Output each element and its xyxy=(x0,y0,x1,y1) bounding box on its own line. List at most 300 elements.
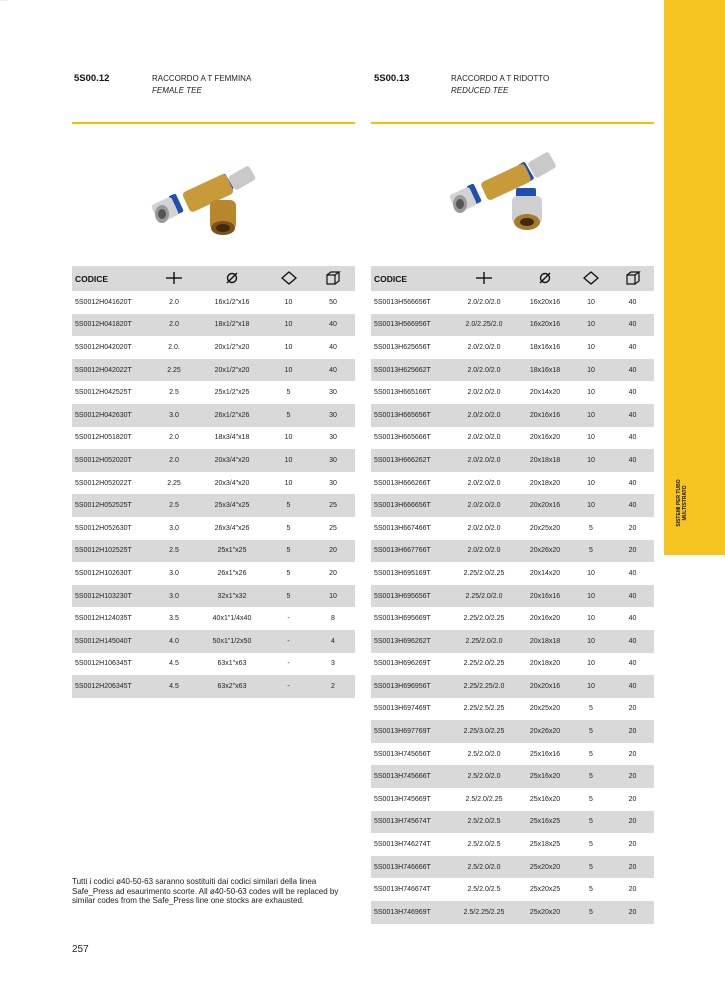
cell-box: 40 xyxy=(628,660,637,668)
cell-thickness: 2.5/2.0/2.0 xyxy=(449,856,519,879)
cell-box: 20 xyxy=(628,841,637,849)
female-tee-photo xyxy=(150,160,270,240)
cell-box: 40 xyxy=(628,615,637,623)
cell-package: 5 xyxy=(266,404,311,427)
cell-code: 5S0012H103230T xyxy=(72,585,150,608)
cell-thickness: 2.25/2.0/2.0 xyxy=(449,630,519,653)
table-header-row xyxy=(72,266,355,291)
cell-box: 20 xyxy=(611,540,654,563)
cell-dimensions: 20x16x20 xyxy=(529,615,561,623)
cell-dimensions: 20x20x16 xyxy=(519,494,571,517)
cell-box: 40 xyxy=(628,479,637,487)
cell-dimensions: 20x18x20 xyxy=(529,660,561,668)
cell-box: 40 xyxy=(311,359,355,382)
cell-thickness: 2.0/2.0/2.0 xyxy=(449,540,519,563)
cell-thickness: 2.5/2.25/2.25 xyxy=(449,901,519,924)
cell-package: 10 xyxy=(587,298,595,306)
cell-package: 10 xyxy=(571,585,611,608)
cell-package: 5 xyxy=(589,750,593,758)
cell-code: 5S0012H106345T xyxy=(75,660,132,668)
cell-dimensions: 25x16x16 xyxy=(529,750,561,758)
diameter-icon xyxy=(538,271,552,285)
side-tab-label xyxy=(668,475,696,535)
cell-thickness: 2.0 xyxy=(169,298,179,306)
cell-package: 10 xyxy=(571,630,611,653)
cell-dimensions: 16x1/2"x16 xyxy=(214,298,250,306)
table-row xyxy=(371,494,654,517)
cell-code: 5S0012H042022T xyxy=(72,359,150,382)
cell-code: 5S0012H042525T xyxy=(75,389,132,397)
table-row xyxy=(72,449,355,472)
cell-package: 10 xyxy=(587,389,595,397)
table-row xyxy=(371,856,654,879)
cell-thickness: 2.25 xyxy=(167,479,181,487)
cell-code: 5S0013H625656T xyxy=(374,343,431,351)
cell-code: 5S0013H666266T xyxy=(374,479,431,487)
cell-code: 5S0013H665166T xyxy=(374,389,431,397)
cell-dimensions: 25x16x25 xyxy=(519,811,571,834)
cell-package: 10 xyxy=(587,615,595,623)
cell-thickness: 2.0/2.0/2.0 xyxy=(449,359,519,382)
cell-box: 20 xyxy=(628,886,637,894)
cell-dimensions: 25x20x25 xyxy=(529,886,561,894)
cell-thickness: 2.0/2.0/2.0 xyxy=(467,343,501,351)
cell-package: 10 xyxy=(587,479,595,487)
cell-package: - xyxy=(287,660,290,668)
cell-dimensions: 20x14x20 xyxy=(529,389,561,397)
cell-dimensions: 63x1"x63 xyxy=(217,660,247,668)
table-row xyxy=(371,540,654,563)
cell-thickness: 2.5 xyxy=(169,389,179,397)
cell-dimensions: 16x20x16 xyxy=(519,314,571,337)
cell-code: 5S0013H696269T xyxy=(374,660,431,668)
table-row xyxy=(371,472,654,495)
left-title-en: FEMALE TEE xyxy=(152,86,202,95)
cell-package: 5 xyxy=(589,841,593,849)
cell-thickness: 4.0 xyxy=(150,630,198,653)
cell-box: 30 xyxy=(311,449,355,472)
cell-code: 5S0013H665666T xyxy=(374,434,431,442)
table-row xyxy=(72,585,355,608)
cell-thickness: 2.5/2.0/2.25 xyxy=(465,795,503,803)
cell-code: 5S0013H696262T xyxy=(371,630,449,653)
cell-code: 5S0012H102525T xyxy=(72,540,150,563)
cell-code: 5S0013H745669T xyxy=(374,795,431,803)
cell-package: 10 xyxy=(284,298,293,306)
table-row xyxy=(371,675,654,698)
header-package xyxy=(571,266,611,291)
cell-dimensions: 18x16x18 xyxy=(519,359,571,382)
cell-box: 40 xyxy=(611,404,654,427)
table-row xyxy=(72,336,355,359)
cell-thickness: 4.5 xyxy=(150,675,198,698)
cell-thickness: 3.0 xyxy=(150,585,198,608)
cell-package: 10 xyxy=(266,314,311,337)
table-row xyxy=(371,788,654,811)
cell-package: 10 xyxy=(571,449,611,472)
table-row xyxy=(72,359,355,382)
cell-box: 30 xyxy=(329,389,337,397)
cell-code: 5S0013H695169T xyxy=(374,569,431,577)
cell-box: 30 xyxy=(311,404,355,427)
cell-code: 5S0013H566656T xyxy=(374,298,431,306)
cell-thickness: 2.5 xyxy=(150,540,198,563)
cell-code: 5S0013H666656T xyxy=(371,494,449,517)
page-number: 257 xyxy=(72,944,89,955)
cell-code: 5S0012H051820T xyxy=(75,434,132,442)
table-row xyxy=(371,878,654,901)
cell-box: 25 xyxy=(329,524,337,532)
cell-thickness: 2.0 xyxy=(150,314,198,337)
right-section-code: 5S00.13 xyxy=(374,73,410,84)
table-row xyxy=(371,291,654,314)
table-row xyxy=(371,720,654,743)
cell-package: 10 xyxy=(571,494,611,517)
cell-dimensions: 20x18x18 xyxy=(519,630,571,653)
cell-dimensions: 20x16x16 xyxy=(519,404,571,427)
header-package xyxy=(266,266,311,291)
table-row xyxy=(371,517,654,540)
cell-dimensions: 20x20x16 xyxy=(519,675,571,698)
table-row xyxy=(72,517,355,540)
cell-thickness: 2.0/2.0/2.0 xyxy=(467,298,501,306)
table-row xyxy=(371,427,654,450)
right-title-en: REDUCED TEE xyxy=(451,86,509,95)
cell-dimensions: 20x14x20 xyxy=(529,569,561,577)
cell-code: 5S0013H745674T xyxy=(371,811,449,834)
cell-thickness: 3.0 xyxy=(169,524,179,532)
cell-box: 20 xyxy=(329,569,337,577)
header-box xyxy=(311,266,355,291)
cell-dimensions: 20x25x20 xyxy=(529,524,561,532)
cell-package: 5 xyxy=(571,720,611,743)
diamond-icon xyxy=(281,271,297,285)
cell-box: 20 xyxy=(628,750,637,758)
cell-box: 40 xyxy=(628,298,637,306)
cell-thickness: 2.5 xyxy=(150,494,198,517)
cell-box: 2 xyxy=(311,675,355,698)
cell-dimensions: 20x3/4"x20 xyxy=(214,479,250,487)
cell-package: 10 xyxy=(284,434,293,442)
table-row xyxy=(371,314,654,337)
cell-code: 5S0012H041820T xyxy=(72,314,150,337)
cell-thickness: 2.5/2.0/2.5 xyxy=(449,811,519,834)
cell-package: 10 xyxy=(571,404,611,427)
reduced-tee-photo xyxy=(450,152,570,232)
cell-code: 5S0013H667766T xyxy=(371,540,449,563)
cell-thickness: 2.0 xyxy=(169,434,179,442)
cell-package: 10 xyxy=(284,343,293,351)
cell-code: 5S0012H206345T xyxy=(72,675,150,698)
cell-dimensions: 26x3/4"x26 xyxy=(214,524,250,532)
cross-icon xyxy=(475,271,493,285)
cell-code: 5S0012H124035T xyxy=(75,615,132,623)
cell-code: 5S0012H042630T xyxy=(72,404,150,427)
cell-package: 5 xyxy=(286,389,291,397)
diamond-icon xyxy=(583,271,599,285)
table-row xyxy=(72,630,355,653)
cell-box: 25 xyxy=(311,494,355,517)
cell-box: 20 xyxy=(628,795,637,803)
cell-code: 5S0013H745666T xyxy=(371,765,449,788)
header-thickness xyxy=(449,266,519,291)
cell-code: 5S0013H696956T xyxy=(371,675,449,698)
header-codice: CODICE xyxy=(371,266,449,291)
cell-package: 10 xyxy=(587,343,595,351)
cell-box: 30 xyxy=(329,479,337,487)
table-row xyxy=(371,607,654,630)
table-row xyxy=(72,653,355,676)
left-section-code: 5S00.12 xyxy=(74,73,110,84)
table-row xyxy=(371,833,654,856)
right-title-it: RACCORDO A T RIDOTTO xyxy=(451,74,550,83)
cell-thickness: 2.25/2.25/2.0 xyxy=(449,675,519,698)
table-row xyxy=(72,562,355,585)
header-box xyxy=(611,266,654,291)
header-thickness xyxy=(150,266,198,291)
cell-code: 5S0012H102630T xyxy=(75,569,132,577)
table-row xyxy=(72,675,355,698)
cell-package: - xyxy=(287,615,290,623)
cell-package: 5 xyxy=(286,569,291,577)
table-row xyxy=(72,540,355,563)
cell-dimensions: 25x18x25 xyxy=(529,841,561,849)
cell-thickness: 2.25/2.0/2.25 xyxy=(463,569,505,577)
cell-thickness: 2.0/2.0/2.0 xyxy=(449,404,519,427)
table-row xyxy=(72,427,355,450)
cell-dimensions: 20x1/2"x20 xyxy=(214,343,250,351)
cell-thickness: 2.0 xyxy=(150,449,198,472)
table-row xyxy=(371,630,654,653)
cell-code: 5S0012H041620T xyxy=(75,298,132,306)
cross-icon xyxy=(165,271,183,285)
cell-thickness: 2.25/2.0/2.0 xyxy=(449,585,519,608)
cell-box: 40 xyxy=(611,630,654,653)
cell-dimensions: 50x1"1/2x50 xyxy=(198,630,266,653)
table-row xyxy=(371,653,654,676)
table-row xyxy=(371,359,654,382)
stock-note: Tutti i codici ø40-50-63 saranno sostituiti dai codici similari della linea Safe_Press ad esaurimento scorte. All ø40-50-63 codes will be replaced by similar codes from the Safe_Press line one stocks are exhausted. xyxy=(72,877,339,905)
cell-package: 5 xyxy=(571,856,611,879)
cell-code: 5S0013H746969T xyxy=(371,901,449,924)
box-icon xyxy=(625,271,641,285)
left-spec-table xyxy=(72,266,355,698)
cell-box: 40 xyxy=(611,314,654,337)
cell-code: 5S0012H052022T xyxy=(75,479,132,487)
cell-dimensions: 18x1/2"x18 xyxy=(198,314,266,337)
cell-dimensions: 25x16x20 xyxy=(529,795,561,803)
cell-code: 5S0013H746674T xyxy=(374,886,431,894)
side-tab xyxy=(664,0,725,555)
cell-thickness: 2.5/2.0/2.0 xyxy=(467,750,501,758)
cell-dimensions: 20x26x20 xyxy=(519,720,571,743)
cell-dimensions: 25x16x20 xyxy=(519,765,571,788)
side-tab-text: SISTEMI PER TUBO MULTISTRATO xyxy=(676,479,688,527)
cell-box: 20 xyxy=(611,765,654,788)
table-row xyxy=(72,472,355,495)
cell-package: 5 xyxy=(589,524,593,532)
cell-box: 20 xyxy=(611,811,654,834)
cell-code: 5S0013H667466T xyxy=(374,524,431,532)
cell-code: 5S0013H697469T xyxy=(374,705,431,713)
cell-thickness: 2.25 xyxy=(150,359,198,382)
cell-thickness: 3.0 xyxy=(169,569,179,577)
cell-package: 10 xyxy=(571,359,611,382)
table-row xyxy=(72,314,355,337)
cell-thickness: 2.0/2.0/2.0 xyxy=(467,479,501,487)
cell-code: 5S0013H746274T xyxy=(374,841,431,849)
cell-code: 5S0012H052525T xyxy=(72,494,150,517)
cell-box: 40 xyxy=(329,343,337,351)
cell-package: 10 xyxy=(284,479,293,487)
right-section-title xyxy=(451,73,549,97)
cell-dimensions: 40x1"1/4x40 xyxy=(212,615,252,623)
header-codice: CODICE xyxy=(72,266,150,291)
cell-box: 40 xyxy=(628,569,637,577)
cell-thickness: 2.25/3.0/2.25 xyxy=(449,720,519,743)
cell-code: 5S0013H745656T xyxy=(374,750,431,758)
cell-dimensions: 18x16x16 xyxy=(529,343,561,351)
table-row xyxy=(72,381,355,404)
cell-dimensions: 18x3/4"x18 xyxy=(214,434,250,442)
cell-dimensions: 25x3/4"x25 xyxy=(198,494,266,517)
cell-code: 5S0013H695669T xyxy=(374,615,431,623)
cell-package: 5 xyxy=(589,795,593,803)
cell-thickness: 2.5/2.0/2.5 xyxy=(467,886,501,894)
cell-box: 4 xyxy=(311,630,355,653)
table-row xyxy=(371,698,654,721)
cell-dimensions: 20x16x20 xyxy=(529,434,561,442)
cell-thickness: 2.0/2.0/2.0 xyxy=(449,494,519,517)
cell-package: 5 xyxy=(571,540,611,563)
cell-thickness: 2.5/2.0/2.0 xyxy=(449,765,519,788)
box-icon xyxy=(325,271,341,285)
table-row xyxy=(371,811,654,834)
cell-dimensions: 25x20x20 xyxy=(519,901,571,924)
cell-thickness: 4.5 xyxy=(169,660,179,668)
table-row xyxy=(72,404,355,427)
cell-box: 30 xyxy=(329,434,337,442)
cell-package: 10 xyxy=(571,314,611,337)
cell-package: 5 xyxy=(266,540,311,563)
corner-mark xyxy=(0,0,8,1)
cell-dimensions: 20x1/2"x20 xyxy=(198,359,266,382)
left-title-it: RACCORDO A T FEMMINA xyxy=(152,74,252,83)
table-row xyxy=(371,336,654,359)
left-section-rule xyxy=(72,122,355,124)
cell-thickness: 2.5/2.0/2.5 xyxy=(467,841,501,849)
table-row xyxy=(371,743,654,766)
table-header-row xyxy=(371,266,654,291)
cell-package: 10 xyxy=(266,359,311,382)
cell-code: 5S0013H625662T xyxy=(371,359,449,382)
cell-dimensions: 20x26x20 xyxy=(519,540,571,563)
header-diameter xyxy=(198,266,266,291)
cell-package: 10 xyxy=(587,434,595,442)
cell-box: 40 xyxy=(628,389,637,397)
cell-dimensions: 25x20x20 xyxy=(519,856,571,879)
table-row xyxy=(371,404,654,427)
cell-dimensions: 20x18x18 xyxy=(519,449,571,472)
cell-thickness: 2.0/2.0/2.0 xyxy=(449,449,519,472)
cell-package: 10 xyxy=(266,449,311,472)
table-row xyxy=(371,901,654,924)
cell-box: 40 xyxy=(628,343,637,351)
cell-dimensions: 32x1"x32 xyxy=(198,585,266,608)
cell-dimensions: 25x1"x25 xyxy=(198,540,266,563)
cell-thickness: 3.5 xyxy=(169,615,179,623)
cell-box: 40 xyxy=(611,449,654,472)
cell-dimensions: 20x18x20 xyxy=(529,479,561,487)
right-section-rule xyxy=(371,122,654,124)
cell-package: 5 xyxy=(589,705,593,713)
table-row xyxy=(72,494,355,517)
cell-thickness: 2.0/2.25/2.0 xyxy=(449,314,519,337)
header-diameter xyxy=(519,266,571,291)
cell-code: 5S0013H695656T xyxy=(371,585,449,608)
cell-thickness: 2.25/2.0/2.25 xyxy=(463,660,505,668)
cell-code: 5S0013H746666T xyxy=(371,856,449,879)
cell-box: 10 xyxy=(311,585,355,608)
right-spec-table xyxy=(371,266,654,924)
cell-thickness: 2.0/2.0/2.0 xyxy=(467,389,501,397)
cell-thickness: 3.0 xyxy=(150,404,198,427)
cell-thickness: 2.0. xyxy=(168,343,180,351)
cell-package: 10 xyxy=(587,660,595,668)
cell-package: 5 xyxy=(266,494,311,517)
table-row xyxy=(371,562,654,585)
cell-box: 3 xyxy=(331,660,335,668)
cell-code: 5S0013H566956T xyxy=(371,314,449,337)
cell-box: 40 xyxy=(611,359,654,382)
cell-dimensions: 63x2"x63 xyxy=(198,675,266,698)
left-section-title xyxy=(152,73,251,97)
cell-package: 5 xyxy=(571,901,611,924)
cell-code: 5S0013H666262T xyxy=(371,449,449,472)
cell-package: - xyxy=(266,630,311,653)
cell-code: 5S0013H665656T xyxy=(371,404,449,427)
cell-package: 5 xyxy=(266,585,311,608)
cell-box: 20 xyxy=(311,540,355,563)
cell-box: 20 xyxy=(628,705,637,713)
cell-dimensions: 20x25x20 xyxy=(529,705,561,713)
cell-package: 5 xyxy=(589,886,593,894)
cell-package: 10 xyxy=(571,675,611,698)
table-row xyxy=(371,585,654,608)
cell-dimensions: 26x1/2"x26 xyxy=(198,404,266,427)
table-row xyxy=(371,449,654,472)
diameter-icon xyxy=(225,271,239,285)
cell-dimensions: 25x1/2"x25 xyxy=(214,389,250,397)
cell-code: 5S0012H052020T xyxy=(72,449,150,472)
cell-dimensions: 20x3/4"x20 xyxy=(198,449,266,472)
cell-box: 20 xyxy=(611,856,654,879)
table-row xyxy=(72,607,355,630)
cell-box: 8 xyxy=(331,615,335,623)
cell-code: 5S0012H042020T xyxy=(75,343,132,351)
table-row xyxy=(72,291,355,314)
cell-box: 40 xyxy=(611,675,654,698)
cell-box: 20 xyxy=(611,720,654,743)
cell-dimensions: 26x1"x26 xyxy=(217,569,247,577)
cell-package: 10 xyxy=(587,569,595,577)
cell-code: 5S0012H052630T xyxy=(75,524,132,532)
cell-package: 5 xyxy=(571,765,611,788)
table-row xyxy=(371,381,654,404)
cell-box: 40 xyxy=(311,314,355,337)
cell-package: 5 xyxy=(286,524,291,532)
cell-thickness: 2.25/2.5/2.25 xyxy=(463,705,505,713)
